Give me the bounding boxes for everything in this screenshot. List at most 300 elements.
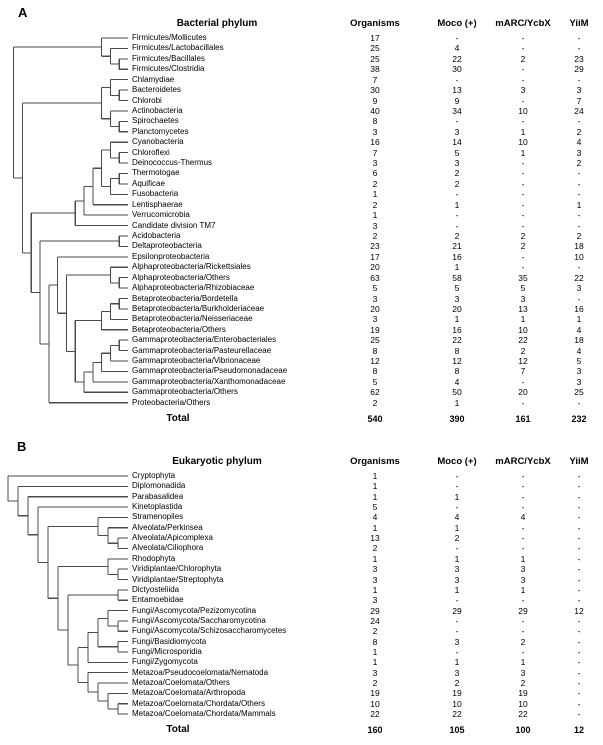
row-label: Viridiplantae/Chlorophyta — [132, 564, 222, 574]
cell-value: 2 — [372, 199, 378, 210]
cell-value: 13 — [518, 303, 528, 314]
cell-value: - — [577, 667, 581, 678]
cell-value: 4 — [372, 512, 378, 523]
cell-value: 3 — [372, 126, 378, 137]
cell-value: - — [521, 646, 525, 657]
cell-value: - — [577, 657, 581, 668]
cell-value: - — [455, 595, 459, 606]
cell-value: 3 — [372, 595, 378, 606]
cell-value: 2 — [576, 158, 582, 169]
cell-value: - — [577, 262, 581, 273]
cell-value: 2 — [454, 678, 460, 688]
cell-value: 4 — [454, 43, 460, 54]
cell-value: 5 — [454, 283, 460, 294]
cell-value: 1 — [372, 481, 378, 492]
cell-value: - — [455, 33, 459, 43]
cell-value: 22 — [370, 709, 380, 720]
cell-value: 2 — [520, 678, 526, 688]
cell-value: 20 — [370, 303, 380, 314]
cell-value: 10 — [518, 324, 528, 335]
row-label: Chloroflexi — [132, 147, 170, 157]
cell-value: - — [577, 533, 581, 544]
cell-value: - — [521, 491, 525, 502]
cell-value: 10 — [370, 698, 380, 709]
cell-value: - — [455, 646, 459, 657]
row-label: Rhodophyta — [132, 553, 176, 563]
cell-value: 2 — [520, 241, 526, 252]
cell-value: 29 — [518, 605, 528, 616]
cell-value: - — [577, 574, 581, 585]
row-label: Fungi/Zygomycota — [132, 657, 198, 667]
row-label: Alveolata/Apicomplexa — [132, 533, 213, 543]
row-label: Metazoa/Coelomata/Chordata/Others — [132, 698, 265, 708]
panel-b-letter: B — [17, 439, 27, 454]
cell-value: 2 — [372, 543, 378, 554]
cell-value: 13 — [370, 533, 380, 544]
row-label: Firmicutes/Bacillales — [132, 53, 205, 63]
cell-value: 5 — [372, 376, 378, 387]
cell-value: 1 — [520, 553, 526, 564]
cell-value: 14 — [452, 137, 462, 148]
cell-value: - — [577, 397, 581, 408]
column-header-yiim-b: YiiM — [569, 456, 589, 467]
row-label: Epsilonproteobacteria — [132, 251, 210, 261]
column-header-moco-a: Moco (+) — [437, 18, 477, 29]
cell-value: - — [521, 168, 525, 179]
cell-value: 3 — [454, 574, 460, 585]
cell-value: 22 — [518, 709, 528, 720]
cell-value: 38 — [370, 64, 380, 75]
cell-value: 5 — [372, 502, 378, 513]
cell-value: 8 — [372, 116, 378, 127]
cell-value: - — [455, 74, 459, 85]
cell-value: 2 — [372, 678, 378, 688]
cell-value: 1 — [520, 126, 526, 137]
cell-value: 19 — [452, 688, 462, 699]
cell-value: - — [577, 709, 581, 720]
cell-value: 1 — [372, 646, 378, 657]
cell-value: - — [577, 646, 581, 657]
cell-value: 25 — [370, 53, 380, 64]
cell-value: 2 — [454, 168, 460, 179]
cell-value: - — [521, 64, 525, 75]
cell-value: 16 — [574, 303, 584, 314]
panel-a-title: Bacterial phylum — [176, 18, 258, 29]
cell-value: 3 — [576, 283, 582, 294]
cell-value: 3 — [372, 220, 378, 231]
panel-a-letter: A — [18, 5, 28, 20]
cell-value: - — [577, 584, 581, 595]
panel-b-title: Eukaryotic phylum — [172, 456, 262, 467]
total-moco-b: 105 — [449, 725, 465, 735]
cell-value: 40 — [370, 105, 380, 116]
cell-value: - — [521, 615, 525, 626]
row-label: Actinobacteria — [132, 105, 183, 115]
cell-value: - — [577, 116, 581, 127]
total-marc-b: 100 — [515, 725, 531, 735]
cell-value: 2 — [454, 178, 460, 189]
cell-value: 3 — [520, 564, 526, 575]
cell-value: 2 — [576, 230, 582, 241]
row-label: Fungi/Ascomycota/Saccharomycotina — [132, 615, 266, 625]
cell-value: 1 — [454, 262, 460, 273]
cell-value: - — [577, 698, 581, 709]
cell-value: 1 — [372, 584, 378, 595]
row-label: Spirochaetes — [132, 116, 179, 126]
cell-value: 22 — [518, 335, 528, 346]
cell-value: 17 — [370, 33, 380, 43]
total-organisms-a: 540 — [367, 414, 383, 424]
cell-value: 7 — [520, 366, 526, 377]
cell-value: 4 — [454, 512, 460, 523]
column-header-yiim-a: YiiM — [569, 18, 589, 29]
row-label: Metazoa/Coelomata/Others — [132, 678, 230, 687]
cell-value: - — [577, 491, 581, 502]
cell-value: 5 — [520, 283, 526, 294]
cell-value: 1 — [372, 522, 378, 533]
row-label: Dictyosteliida — [132, 584, 180, 594]
cell-value: - — [521, 74, 525, 85]
cell-value: 1 — [454, 491, 460, 502]
cell-value: 16 — [370, 137, 380, 148]
cell-value: - — [577, 512, 581, 523]
cell-value: 1 — [372, 210, 378, 221]
cell-value: - — [577, 502, 581, 513]
cell-value: 10 — [518, 698, 528, 709]
cell-value: 3 — [520, 667, 526, 678]
cell-value: - — [577, 626, 581, 637]
cell-value: 2 — [454, 230, 460, 241]
cell-value: - — [577, 522, 581, 533]
cell-value: 1 — [520, 657, 526, 668]
total-marc-a: 161 — [515, 414, 531, 424]
cell-value: 2 — [372, 230, 378, 241]
cell-value: - — [521, 471, 525, 481]
cell-value: - — [521, 189, 525, 200]
cell-value: 8 — [372, 345, 378, 356]
cell-value: 10 — [518, 137, 528, 148]
cell-value: - — [577, 43, 581, 54]
row-label: Alveolata/Ciliophora — [132, 543, 204, 553]
cell-value: 3 — [372, 158, 378, 169]
cell-value: 5 — [372, 283, 378, 294]
cell-value: - — [455, 615, 459, 626]
cell-value: - — [577, 33, 581, 43]
row-label: Gammaproteobacteria/Pseudomonadaceae — [132, 366, 288, 376]
row-label: Fusobacteria — [132, 189, 179, 199]
cell-value: - — [521, 262, 525, 273]
row-label: Betaproteobacteria/Burkholderiaceae — [132, 303, 265, 313]
cell-value: 23 — [574, 53, 584, 64]
cell-value: 25 — [370, 43, 380, 54]
cell-value: - — [521, 33, 525, 43]
cell-value: 34 — [452, 105, 462, 116]
cell-value: 24 — [370, 615, 380, 626]
cell-value: 9 — [454, 95, 460, 106]
row-label: Deltaproteobacteria — [132, 241, 202, 251]
cell-value: 12 — [518, 356, 528, 367]
cell-value: 3 — [454, 293, 460, 304]
cell-value: 63 — [370, 272, 380, 283]
total-moco-a: 390 — [449, 414, 465, 424]
row-label: Betaproteobacteria/Others — [132, 324, 226, 334]
cell-value: 20 — [452, 303, 462, 314]
cell-value: - — [455, 626, 459, 637]
cell-value: 17 — [370, 251, 380, 262]
cell-value: 16 — [452, 324, 462, 335]
cell-value: 29 — [574, 64, 584, 75]
cell-value: 25 — [370, 335, 380, 346]
cell-value: - — [455, 210, 459, 221]
cell-value: 3 — [372, 667, 378, 678]
cell-value: 22 — [452, 335, 462, 346]
cell-value: 16 — [452, 251, 462, 262]
cell-value: - — [577, 178, 581, 189]
row-label: Fungi/Ascomycota/Schizosaccharomycetes — [132, 626, 287, 636]
total-yiim-a: 232 — [571, 414, 587, 424]
cell-value: 2 — [372, 626, 378, 637]
cell-value: 3 — [454, 158, 460, 169]
cell-value: 5 — [576, 356, 582, 367]
cell-value: - — [577, 688, 581, 699]
cell-value: 3 — [372, 293, 378, 304]
column-header-moco-b: Moco (+) — [437, 456, 477, 467]
cell-value: 2 — [520, 230, 526, 241]
cell-value: 18 — [574, 241, 584, 252]
total-yiim-b: 12 — [573, 725, 584, 735]
cell-value: - — [521, 158, 525, 169]
cell-value: - — [521, 95, 525, 106]
row-label: Cryptophyta — [132, 471, 176, 480]
cell-value: 2 — [520, 636, 526, 647]
row-label: Fungi/Ascomycota/Pezizomycotina — [132, 605, 257, 615]
cell-value: - — [455, 543, 459, 554]
cell-value: - — [521, 626, 525, 637]
cell-value: - — [521, 502, 525, 513]
cell-value: - — [521, 533, 525, 544]
cell-value: 3 — [576, 376, 582, 387]
row-label: Metazoa/Coelomata/Chordata/Mammals — [132, 709, 276, 719]
cell-value: - — [521, 543, 525, 554]
row-label: Lentisphaerae — [132, 199, 183, 209]
row-label: Gammaproteobacteria/Xanthomonadaceae — [132, 376, 286, 386]
cell-value: 10 — [452, 698, 462, 709]
row-label: Alphaproteobacteria/Rhizobiaceae — [132, 283, 255, 293]
row-label: Alveolata/Perkinsea — [132, 522, 203, 532]
cell-value: - — [577, 168, 581, 179]
cell-value: - — [455, 189, 459, 200]
cell-value: 30 — [370, 85, 380, 96]
cell-value: 12 — [452, 356, 462, 367]
cell-value: 3 — [454, 667, 460, 678]
cell-value: 19 — [370, 324, 380, 335]
cell-value: - — [577, 678, 581, 688]
row-label: Cyanobacteria — [132, 137, 184, 147]
cell-value: 19 — [370, 688, 380, 699]
row-label: Thermotogae — [132, 168, 180, 178]
cell-value: 5 — [454, 147, 460, 158]
row-label: Proteobacteria/Others — [132, 397, 211, 407]
cell-value: 62 — [370, 387, 380, 398]
row-label: Firmicutes/Mollicutes — [132, 33, 207, 42]
column-header-marc-b: mARC/YcbX — [495, 456, 551, 467]
cell-value: 2 — [520, 345, 526, 356]
column-header-organisms-b: Organisms — [350, 456, 400, 467]
cell-value: 3 — [576, 85, 582, 96]
row-label: Kinetoplastida — [132, 502, 183, 512]
row-label: Gammaproteobacteria/Enterobacteriales — [132, 335, 277, 345]
cell-value: 1 — [576, 199, 582, 210]
cell-value: - — [577, 553, 581, 564]
cell-value: 6 — [372, 168, 378, 179]
row-label: Diplomonadida — [132, 481, 186, 491]
row-label: Metazoa/Pseudocoelomata/Nematoda — [132, 667, 269, 677]
cell-value: 1 — [454, 553, 460, 564]
cell-value: 3 — [520, 85, 526, 96]
cell-value: 4 — [454, 376, 460, 387]
cell-value: 10 — [518, 105, 528, 116]
cell-value: - — [455, 481, 459, 492]
cell-value: 2 — [372, 178, 378, 189]
row-label: Gammaproteobacteria/Pasteurellaceae — [132, 345, 272, 355]
cell-value: 1 — [454, 199, 460, 210]
row-label: Metazoa/Coelomata/Arthropoda — [132, 688, 246, 698]
cell-value: 3 — [576, 147, 582, 158]
cell-value: 1 — [454, 314, 460, 325]
row-label: Alphaproteobacteria/Others — [132, 272, 230, 282]
cell-value: 1 — [454, 397, 460, 408]
row-label: Parabasalidea — [132, 491, 184, 501]
cell-value: 7 — [372, 147, 378, 158]
row-label: Candidate division TM7 — [132, 220, 216, 230]
cell-value: - — [521, 522, 525, 533]
cell-value: 3 — [454, 126, 460, 137]
row-label: Bacteroidetes — [132, 85, 181, 95]
cell-value: - — [455, 471, 459, 481]
cell-value: 3 — [576, 366, 582, 377]
cell-value: - — [577, 471, 581, 481]
cell-value: 1 — [372, 657, 378, 668]
cell-value: 1 — [520, 314, 526, 325]
cell-value: 1 — [454, 584, 460, 595]
cell-value: - — [577, 595, 581, 606]
row-label: Chlamydiae — [132, 74, 175, 84]
row-label: Firmicutes/Lactobacillales — [132, 43, 224, 53]
cell-value: 8 — [372, 366, 378, 377]
cell-value: 1 — [454, 522, 460, 533]
row-label: Firmicutes/Clostridia — [132, 64, 205, 74]
cell-value: 8 — [454, 366, 460, 377]
cell-value: 2 — [576, 126, 582, 137]
cell-value: 4 — [520, 512, 526, 523]
row-label: Chlorobi — [132, 95, 162, 105]
cell-value: 1 — [372, 553, 378, 564]
cell-value: - — [577, 615, 581, 626]
cell-value: - — [521, 220, 525, 231]
cell-value: - — [577, 74, 581, 85]
cell-value: 3 — [520, 293, 526, 304]
row-label: Fungi/Microsporidia — [132, 646, 202, 656]
row-label: Acidobacteria — [132, 230, 181, 240]
cell-value: 1 — [372, 189, 378, 200]
phylo-tree-eukaryotes — [8, 476, 128, 714]
phylo-tree-bacteria — [14, 38, 128, 403]
cell-value: 18 — [574, 335, 584, 346]
cell-value: 7 — [576, 95, 582, 106]
cell-value: - — [577, 564, 581, 575]
row-label: Betaproteobacteria/Bordetella — [132, 293, 238, 303]
cell-value: 1 — [520, 584, 526, 595]
cell-value: 3 — [372, 564, 378, 575]
cell-value: - — [521, 251, 525, 262]
cell-value: 12 — [574, 605, 584, 616]
cell-value: - — [521, 481, 525, 492]
cell-value: 58 — [452, 272, 462, 283]
cell-value: 22 — [452, 53, 462, 64]
cell-value: 1 — [372, 471, 378, 481]
cell-value: 3 — [372, 314, 378, 325]
cell-value: 4 — [576, 324, 582, 335]
cell-value: - — [521, 595, 525, 606]
cell-value: - — [577, 210, 581, 221]
row-label: Aquificae — [132, 178, 165, 188]
row-label: Stramenopiles — [132, 512, 184, 522]
row-label: Verrucomicrobia — [132, 210, 190, 220]
cell-value: 20 — [518, 387, 528, 398]
cell-value: 12 — [370, 356, 380, 367]
cell-value: - — [455, 116, 459, 127]
row-label: Fungi/Basidiomycota — [132, 636, 207, 646]
cell-value: 4 — [576, 137, 582, 148]
cell-value: - — [577, 636, 581, 647]
cell-value: 9 — [372, 95, 378, 106]
cell-value: - — [521, 397, 525, 408]
cell-value: 30 — [452, 64, 462, 75]
cell-value: 2 — [454, 533, 460, 544]
row-label: Betaproteobacteria/Neisseriaceae — [132, 314, 253, 324]
cell-value: - — [455, 502, 459, 513]
cell-value: - — [521, 210, 525, 221]
cell-value: - — [577, 293, 581, 304]
cell-value: 25 — [574, 387, 584, 398]
cell-value: 1 — [454, 657, 460, 668]
cell-value: - — [577, 220, 581, 231]
cell-value: 1 — [576, 314, 582, 325]
cell-value: 50 — [452, 387, 462, 398]
cell-value: 3 — [454, 636, 460, 647]
cell-value: - — [521, 43, 525, 54]
cell-value: 10 — [574, 251, 584, 262]
cell-value: 1 — [372, 491, 378, 502]
cell-value: 35 — [518, 272, 528, 283]
cell-value: - — [577, 481, 581, 492]
total-label-a: Total — [166, 413, 190, 424]
cell-value: 29 — [370, 605, 380, 616]
cell-value: 2 — [520, 53, 526, 64]
row-label: Deinococcus-Thermus — [132, 158, 213, 168]
row-label: Alphaproteobacteria/Rickettsiales — [132, 262, 251, 272]
cell-value: 19 — [518, 688, 528, 699]
cell-value: 8 — [372, 636, 378, 647]
column-header-marc-a: mARC/YcbX — [495, 18, 551, 29]
cell-value: 7 — [372, 74, 378, 85]
cell-value: 3 — [520, 574, 526, 585]
row-label: Planctomycetes — [132, 126, 189, 136]
cell-value: 3 — [372, 574, 378, 585]
row-label: Gammaproteobacteria/Vibrionaceae — [132, 356, 261, 366]
column-header-organisms-a: Organisms — [350, 18, 400, 29]
cell-value: 2 — [372, 397, 378, 408]
